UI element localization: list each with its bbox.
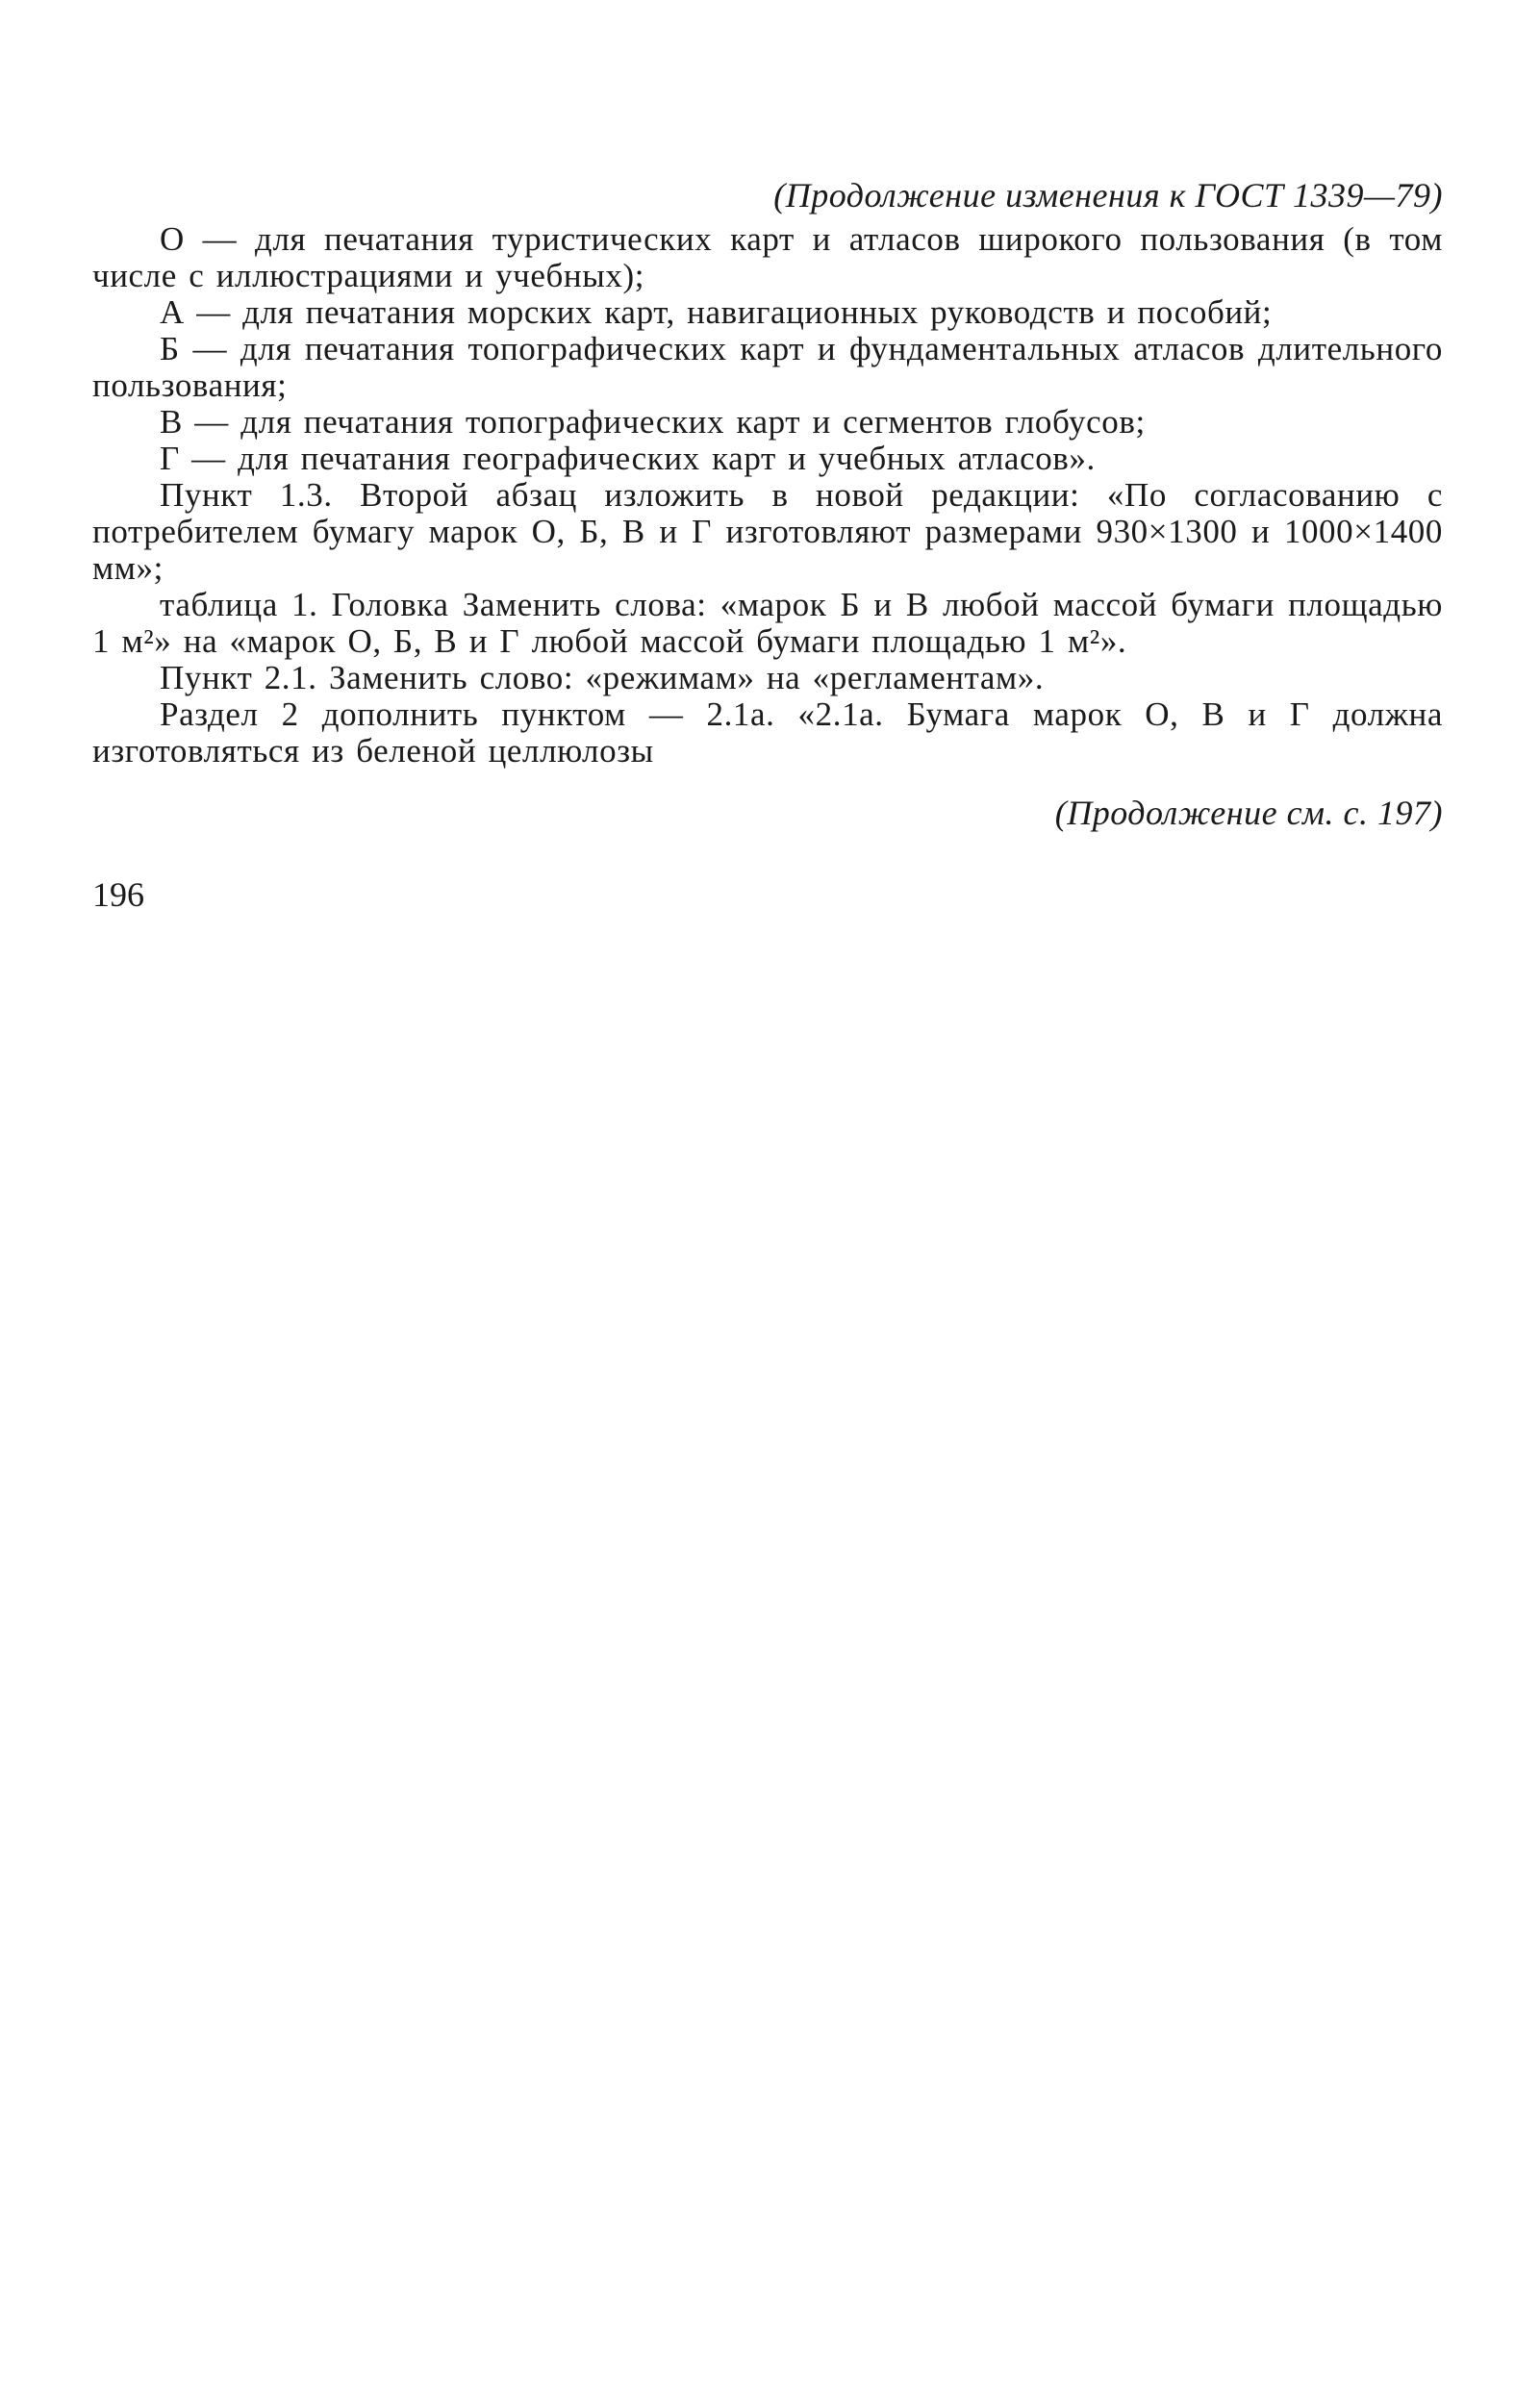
paragraph-section-2: Раздел 2 дополнить пунктом — 2.1а. «2.1а. Бумага марок О, В и Г должна изготовляться из беленой целлюлозы [92, 695, 1443, 770]
paragraph-clause-2-1: Пункт 2.1. Заменить слово: «режимам» на «регламентам». [160, 659, 1045, 696]
document-page [92, 173, 1443, 835]
paragraph-grade-g: Г — для печатания географических карт и учебных атласов». [160, 440, 1096, 477]
paragraph-grade-a: А — для печатания морских карт, навигационных руководств и пособий; [160, 293, 1273, 331]
continuation-header: (Продолжение изменения к ГОСТ 1339—79) [773, 176, 1443, 215]
page-number: 196 [92, 875, 144, 914]
paragraph-table-1: таблица 1. Головка Заменить слова: «марок Б и В любой массой бумаги площадью 1 м²» на «марок О, Б, В и Г любой массой бумаги площадью 1 м²». [92, 586, 1443, 660]
paragraph-grade-o: О — для печатания туристических карт и атласов широкого пользования (в том числе с иллюстрациями и учебных); [92, 220, 1443, 294]
continuation-footer: (Продолжение см. с. 197) [1054, 794, 1443, 832]
paragraph-grade-v: В — для печатания топографических карт и сегментов глобусов; [160, 403, 1146, 441]
paragraph-grade-b: Б — для печатания топографических карт и фундаментальных атласов длительного пользования; [92, 330, 1443, 404]
paragraph-clause-1-3: Пункт 1.3. Второй абзац изложить в новой редакции: «По согласованию с потребителем бумагу марок О, Б, В и Г изготовляют размерами 930×1300 и 1000×1400 мм»; [92, 476, 1443, 587]
